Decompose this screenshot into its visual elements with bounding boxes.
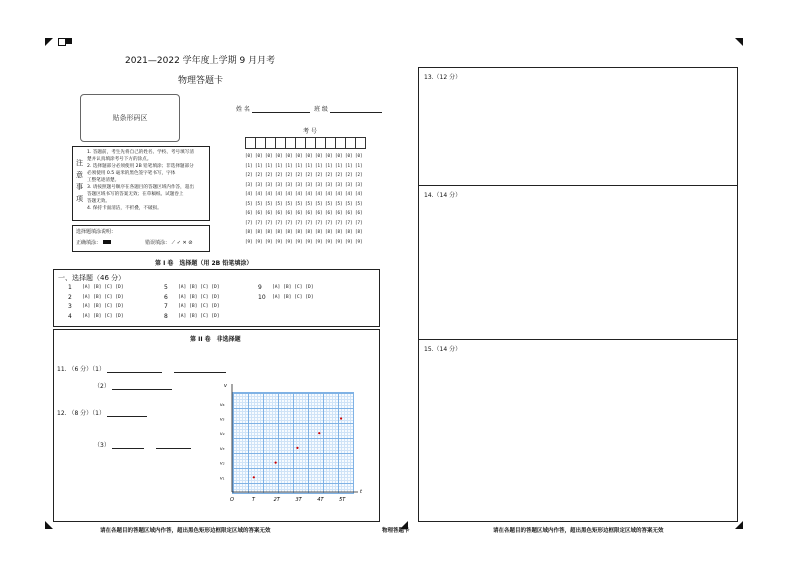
exam-digit-bubble[interactable]: [3]: [345, 181, 353, 187]
exam-digit-bubble[interactable]: [0]: [295, 153, 303, 158]
exam-digit-bubble[interactable]: [1]: [275, 162, 283, 168]
exam-digit-bubble[interactable]: [7]: [355, 219, 363, 225]
exam-digit-bubble[interactable]: [9]: [245, 238, 253, 244]
exam-digit-bubble[interactable]: [0]: [325, 153, 333, 158]
exam-digit-bubble[interactable]: [7]: [285, 219, 293, 225]
footer-warning-right: 请在各题目的答题区域内作答，超出黑色矩形边框限定区域的答案无效: [493, 528, 664, 534]
exam-digit-bubble[interactable]: [9]: [335, 238, 343, 244]
answer-area-q13[interactable]: [419, 68, 737, 185]
exam-digit-row: [245, 220, 375, 230]
exam-digit-bubble[interactable]: [2]: [255, 172, 263, 177]
x-axis-label: t: [360, 489, 362, 495]
q11-label: 11. （6 分）（1）: [57, 366, 105, 373]
exam-digit-bubble[interactable]: [2]: [325, 172, 333, 177]
exam-digit-bubble[interactable]: [9]: [285, 238, 293, 244]
exam-digit-bubble[interactable]: [4]: [255, 191, 263, 196]
x-tick-label: 2T: [273, 497, 280, 503]
exam-digit-bubble[interactable]: [8]: [245, 229, 253, 234]
exam-digit-bubble[interactable]: [9]: [315, 238, 323, 244]
exam-digit-bubble[interactable]: [7]: [325, 219, 333, 225]
data-point: [296, 447, 298, 449]
card-title: 物理答题卡: [178, 76, 224, 86]
data-point: [318, 432, 320, 434]
exam-digit-box[interactable]: [326, 137, 336, 149]
exam-digit-bubble[interactable]: [0]: [345, 153, 353, 158]
exam-digit-bubble[interactable]: [7]: [305, 219, 313, 225]
exam-digit-bubble[interactable]: [8]: [295, 229, 303, 234]
exam-digit-bubble[interactable]: [4]: [245, 191, 253, 196]
notice-box: [72, 146, 210, 221]
exam-digit-bubble[interactable]: [3]: [285, 181, 293, 187]
section1-title: 第 I 卷 选择题（用 2B 铅笔填涂）: [155, 260, 253, 267]
class-label: 班 级: [314, 106, 328, 113]
exam-digit-bubble[interactable]: [1]: [245, 162, 253, 168]
q11-line1[interactable]: [57, 364, 226, 373]
exam-digit-bubble[interactable]: [9]: [265, 238, 273, 244]
data-point: [340, 417, 342, 419]
name-label: 姓 名: [236, 106, 250, 113]
exam-digit-bubble[interactable]: [5]: [315, 200, 323, 206]
mc-options[interactable]: [A] [B] [C] [D]: [82, 294, 124, 300]
answer-area-q15[interactable]: [419, 339, 737, 521]
exam-digit-bubble[interactable]: [5]: [355, 200, 363, 206]
exam-digit-bubble[interactable]: [5]: [265, 200, 273, 206]
exam-digit-bubble[interactable]: [1]: [335, 162, 343, 168]
exam-digit-bubble[interactable]: [6]: [355, 210, 363, 215]
exam-digit-bubble[interactable]: [8]: [275, 229, 283, 234]
exam-digit-bubble[interactable]: [7]: [295, 219, 303, 225]
mc-question-number: 7: [164, 303, 168, 310]
exam-digit-bubble[interactable]: [0]: [245, 153, 253, 158]
exam-digit-bubble[interactable]: [6]: [245, 210, 253, 215]
exam-digit-row: [245, 239, 375, 249]
exam-digit-bubble[interactable]: [6]: [345, 210, 353, 215]
mc-question-row[interactable]: [164, 294, 220, 301]
exam-digit-bubble[interactable]: [0]: [275, 153, 283, 158]
question-label: 13.（12 分）: [424, 74, 462, 81]
exam-digit-row: [245, 201, 375, 211]
exam-digit-bubble[interactable]: [0]: [335, 153, 343, 158]
notice-list: [87, 149, 207, 212]
notice-item: 2. 选择题部分必须使用 2B 铅笔填涂；非选择题部分: [87, 164, 194, 169]
exam-digit-bubble[interactable]: [3]: [245, 181, 253, 187]
notice-item: 答题无效。: [87, 199, 110, 204]
mc-question-number: 9: [258, 284, 262, 291]
mc-question-number: 2: [68, 293, 72, 301]
exam-digit-bubble[interactable]: [8]: [315, 229, 323, 234]
exam-digit-bubble[interactable]: [3]: [255, 181, 263, 187]
exam-digit-bubble[interactable]: [1]: [255, 162, 263, 168]
exam-digit-bubble[interactable]: [5]: [345, 200, 353, 206]
exam-digit-box[interactable]: [306, 137, 316, 149]
name-field[interactable]: [236, 104, 310, 113]
y-tick-label: v₃: [220, 446, 225, 452]
exam-digit-bubble[interactable]: [5]: [285, 200, 293, 206]
mc-options[interactable]: [A] [B] [C] [D]: [272, 285, 314, 290]
exam-digit-bubble[interactable]: [2]: [305, 172, 313, 177]
q11-part2-label: （2）: [94, 383, 110, 390]
notice-item: 3. 请按照题号顺序在各题目的答题区域内作答，超出: [87, 185, 194, 190]
x-tick-label: O: [230, 497, 234, 503]
mc-options[interactable]: [A] [B] [C] [D]: [178, 294, 220, 300]
exam-digit-bubble[interactable]: [7]: [245, 219, 253, 225]
exam-digit-bubble[interactable]: [0]: [355, 153, 363, 158]
mc-question-number: 8: [164, 312, 168, 320]
y-tick-label: v₂: [220, 461, 225, 467]
exam-digit-bubble[interactable]: [5]: [335, 200, 343, 206]
exam-digit-box[interactable]: [266, 137, 276, 149]
notice-item: 1. 答题前，考生先将自己的姓名、学校、考号填写清: [87, 150, 194, 155]
exam-digit-bubble[interactable]: [5]: [245, 200, 253, 206]
notice-heading: 注意事项: [76, 159, 83, 203]
exam-digit-bubble[interactable]: [1]: [315, 162, 323, 168]
y-tick-label: v₅: [220, 417, 225, 423]
exam-digit-bubble[interactable]: [7]: [345, 219, 353, 225]
mc-heading: 一、选择题（46 分）: [58, 274, 126, 282]
exam-digit-bubble[interactable]: [4]: [295, 191, 303, 196]
exam-digit-bubble[interactable]: [4]: [275, 191, 283, 196]
exam-digit-bubble[interactable]: [7]: [265, 219, 273, 225]
q12-line3[interactable]: [94, 440, 191, 449]
exam-digit-bubble[interactable]: [6]: [275, 210, 283, 215]
exam-digit-bubble[interactable]: [7]: [335, 219, 343, 225]
question-label: 14.（14 分）: [424, 192, 462, 199]
exam-digit-bubble[interactable]: [6]: [255, 210, 263, 215]
exam-digit-bubble[interactable]: [9]: [345, 238, 353, 244]
mc-question-number: 1: [68, 284, 72, 291]
q12-part3-label: （3）: [94, 442, 110, 449]
fill-example-heading: 选择题填涂说明：: [76, 229, 117, 235]
exam-digit-bubble[interactable]: [8]: [335, 229, 343, 234]
exam-digit-bubble[interactable]: [6]: [265, 210, 273, 215]
exam-digit-bubble[interactable]: [9]: [305, 238, 313, 244]
y-axis-label: v: [224, 383, 227, 389]
exam-digit-row: [245, 210, 375, 220]
y-tick-label: v₄: [220, 432, 225, 438]
exam-digit-bubble[interactable]: [3]: [305, 181, 313, 187]
exam-digit-bubble[interactable]: [8]: [285, 229, 293, 234]
exam-digit-bubble[interactable]: [4]: [305, 191, 313, 196]
notice-item: 工整笔迹清楚。: [87, 178, 120, 183]
x-tick-label: T: [251, 497, 255, 503]
correct-fill: [76, 239, 111, 246]
exam-digit-row: [245, 182, 375, 192]
x-tick-label: 4T: [317, 497, 324, 503]
exam-digit-bubble[interactable]: [4]: [345, 191, 353, 196]
q12-line1[interactable]: [57, 408, 147, 417]
exam-digit-bubble[interactable]: [1]: [265, 162, 273, 168]
exam-digit-bubble[interactable]: [8]: [355, 229, 363, 234]
corner-mark-top-right: [735, 38, 743, 46]
mc-options[interactable]: [A] [B] [C] [D]: [82, 304, 124, 309]
exam-digit-bubble[interactable]: [4]: [355, 191, 363, 196]
section2-title: 第 II 卷 非选择题: [190, 336, 241, 343]
exam-digit-bubble[interactable]: [6]: [285, 210, 293, 215]
exam-digit-row: [245, 163, 375, 173]
square-mark: [66, 38, 72, 44]
class-field[interactable]: [314, 104, 382, 113]
exam-digit-row: [245, 229, 375, 239]
mc-question-row[interactable]: [164, 303, 220, 310]
y-tick-label: v₆: [220, 402, 225, 408]
corner-mark-bottom-left: [45, 521, 53, 529]
mc-question-row[interactable]: [164, 313, 220, 320]
wrong-fill-label: 错误填涂：: [145, 240, 171, 246]
mc-options[interactable]: [A] [B] [C] [D]: [82, 285, 124, 290]
exam-digit-bubble[interactable]: [6]: [305, 210, 313, 215]
exam-digit-row: [245, 153, 375, 163]
exam-digit-bubble[interactable]: [4]: [315, 191, 323, 196]
square-mark: [58, 38, 66, 46]
exam-digit-box[interactable]: [336, 137, 346, 149]
exam-digit-bubble[interactable]: [4]: [325, 191, 333, 196]
mc-question-number: 4: [68, 312, 72, 320]
exam-digit-box[interactable]: [356, 137, 366, 149]
notice-item: 4. 保持卡面清洁，不折叠，不破损。: [87, 206, 162, 211]
exam-digit-bubble[interactable]: [9]: [255, 238, 263, 244]
exam-digit-bubble[interactable]: [9]: [275, 238, 283, 244]
answer-area-q14[interactable]: [419, 185, 737, 339]
mc-question-number: 10: [258, 293, 266, 301]
exam-digit-bubble[interactable]: [1]: [325, 162, 333, 168]
mc-options[interactable]: [A] [B] [C] [D]: [178, 285, 220, 290]
exam-digit-bubble[interactable]: [0]: [265, 153, 273, 158]
non-choice-box: [53, 329, 380, 522]
exam-digit-bubble[interactable]: [6]: [325, 210, 333, 215]
mc-question-number: 5: [164, 284, 168, 291]
exam-digit-bubble[interactable]: [7]: [255, 219, 263, 225]
exam-digit-bubble[interactable]: [2]: [355, 172, 363, 177]
exam-digit-bubble[interactable]: [1]: [295, 162, 303, 168]
exam-digit-bubble[interactable]: [5]: [295, 200, 303, 206]
exam-digit-box[interactable]: [245, 137, 256, 149]
exam-digit-box[interactable]: [316, 137, 326, 149]
exam-digit-bubble[interactable]: [0]: [255, 153, 263, 158]
exam-title: 2021—2022 学年度上学期 9 月月考: [125, 56, 276, 66]
exam-digit-bubble[interactable]: [3]: [295, 181, 303, 187]
velocity-time-graph: [214, 382, 379, 507]
mc-options[interactable]: [A] [B] [C] [D]: [272, 294, 314, 300]
exam-digit-bubble[interactable]: [2]: [295, 172, 303, 177]
exam-digit-bubble[interactable]: [4]: [285, 191, 293, 196]
exam-digit-bubble[interactable]: [5]: [305, 200, 313, 206]
exam-digit-bubble[interactable]: [6]: [335, 210, 343, 215]
exam-digit-bubble[interactable]: [3]: [335, 181, 343, 187]
exam-digit-bubble[interactable]: [9]: [295, 238, 303, 244]
filled-mark-icon: [103, 240, 111, 244]
exam-digit-bubble[interactable]: [2]: [345, 172, 353, 177]
mc-options[interactable]: [A] [B] [C] [D]: [82, 313, 124, 319]
exam-digit-bubble[interactable]: [3]: [355, 181, 363, 187]
exam-digit-bubble[interactable]: [7]: [315, 219, 323, 225]
exam-digit-bubble[interactable]: [8]: [265, 229, 273, 234]
corner-mark-top-left: [45, 38, 53, 46]
exam-digit-bubble[interactable]: [1]: [285, 162, 293, 168]
exam-digit-bubble[interactable]: [6]: [295, 210, 303, 215]
notice-item: 必须使用 0.5 毫米的黑色签字笔书写，字体: [87, 171, 176, 176]
x-tick-label: 5T: [339, 497, 346, 503]
exam-digit-bubble[interactable]: [3]: [315, 181, 323, 187]
exam-digit-box[interactable]: [286, 137, 296, 149]
data-point: [253, 476, 255, 478]
exam-digit-row: [245, 172, 375, 182]
exam-digit-bubble[interactable]: [4]: [265, 191, 273, 196]
exam-digit-box[interactable]: [346, 137, 356, 149]
mc-question-number: 6: [164, 293, 168, 301]
footer-center: 物理答题卡: [382, 528, 410, 534]
exam-digit-bubble[interactable]: [9]: [355, 238, 363, 244]
exam-digit-bubble[interactable]: [8]: [325, 229, 333, 234]
y-tick-label: v₁: [220, 476, 225, 482]
exam-digit-bubble[interactable]: [4]: [335, 191, 343, 196]
x-tick-label: 3T: [295, 497, 302, 503]
multiple-choice-box: [53, 269, 380, 327]
exam-digit-bubble[interactable]: [2]: [335, 172, 343, 177]
exam-digit-bubble[interactable]: [2]: [285, 172, 293, 177]
exam-number-grid[interactable]: [245, 137, 375, 248]
exam-no-label: 考 号: [303, 128, 317, 135]
mc-options[interactable]: [A] [B] [C] [D]: [178, 313, 220, 319]
exam-digit-box[interactable]: [296, 137, 306, 149]
corner-mark-bottom-right: [735, 521, 743, 529]
barcode-area: [80, 94, 180, 142]
exam-digit-bubble[interactable]: [8]: [345, 229, 353, 234]
answer-column-right: [418, 67, 738, 522]
exam-digit-bubble[interactable]: [0]: [315, 153, 323, 158]
exam-digit-row: [245, 191, 375, 201]
exam-digit-bubble[interactable]: [2]: [245, 172, 253, 177]
wrong-fill: [145, 239, 192, 246]
exam-digit-box[interactable]: [256, 137, 266, 149]
notice-item: 楚并认真填涂考号下方的涂点。: [87, 157, 152, 162]
exam-digit-bubble[interactable]: [3]: [265, 181, 273, 187]
mc-options[interactable]: [A] [B] [C] [D]: [178, 304, 220, 309]
mc-question-row[interactable]: [164, 284, 220, 291]
exam-digit-bubble[interactable]: [3]: [325, 181, 333, 187]
mc-question-row[interactable]: [68, 294, 124, 301]
exam-digit-bubble[interactable]: [2]: [315, 172, 323, 177]
wrong-marks-icon: ⟋ ✓ ✕ ⊘: [171, 240, 193, 246]
q11-line2[interactable]: [94, 381, 172, 390]
exam-digit-bubble[interactable]: [0]: [285, 153, 293, 158]
exam-digit-bubble[interactable]: [2]: [265, 172, 273, 177]
exam-digit-bubble[interactable]: [1]: [355, 162, 363, 168]
exam-digit-bubble[interactable]: [7]: [275, 219, 283, 225]
exam-digit-bubble[interactable]: [1]: [345, 162, 353, 168]
question-label: 15.（14 分）: [424, 346, 462, 353]
mc-question-number: 3: [68, 303, 72, 310]
exam-digit-bubble[interactable]: [3]: [275, 181, 283, 187]
exam-digit-box[interactable]: [276, 137, 286, 149]
footer-warning-left: 请在各题目的答题区域内作答，超出黑色矩形边框限定区域的答案无效: [100, 528, 271, 534]
exam-digit-bubble[interactable]: [0]: [305, 153, 313, 158]
barcode-label: 贴条形码区: [112, 114, 148, 122]
exam-digit-bubble[interactable]: [6]: [315, 210, 323, 215]
exam-digit-bubble[interactable]: [1]: [305, 162, 313, 168]
mc-question-row[interactable]: [258, 294, 314, 301]
fill-example-box: [72, 225, 210, 252]
exam-digit-bubble[interactable]: [5]: [275, 200, 283, 206]
exam-digit-bubble[interactable]: [2]: [275, 172, 283, 177]
correct-fill-label: 正确填涂：: [76, 240, 102, 246]
notice-item: 答题区域书写的答案无效；在草稿纸、试题卷上: [87, 192, 184, 197]
data-point: [275, 461, 277, 463]
mc-question-row[interactable]: [68, 313, 124, 320]
q12-label: 12. （8 分）（1）: [57, 410, 105, 417]
exam-digit-bubble[interactable]: [8]: [255, 229, 263, 234]
exam-digit-bubble[interactable]: [9]: [325, 238, 333, 244]
mc-question-row[interactable]: [258, 284, 314, 291]
exam-digit-bubble[interactable]: [5]: [255, 200, 263, 206]
mc-question-row[interactable]: [68, 303, 124, 310]
exam-digit-bubble[interactable]: [5]: [325, 200, 333, 206]
exam-digit-bubble[interactable]: [8]: [305, 229, 313, 234]
mc-question-row[interactable]: [68, 284, 124, 291]
